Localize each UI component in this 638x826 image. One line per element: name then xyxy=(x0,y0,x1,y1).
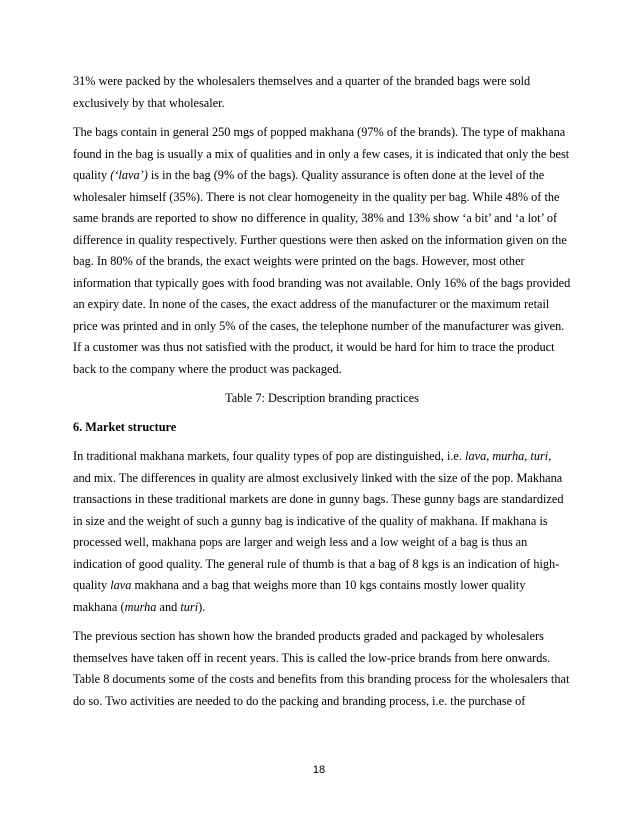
page-body xyxy=(73,71,571,720)
italic-term-murha: murha xyxy=(124,599,157,614)
italic-term-turi: turi xyxy=(180,599,199,614)
table-caption: Table 7: Description branding practices xyxy=(225,391,419,405)
paragraph-continuation: 31% were packed by the wholesalers themselves and a quarter of the branded bags were sold exclusively by that wholesaler. xyxy=(73,74,531,110)
italic-term-lava: lava xyxy=(465,449,487,463)
italic-term-lava: (‘lava’) xyxy=(110,168,148,182)
italic-term-lava: lava xyxy=(110,578,132,592)
paragraph-bag-contents: The bags contain in general 250 mgs of popped makhana (97% of the brands). The type of makhana found in the bag is usually a mix of qualities and in only a few cases, it is indicated that only the best quality (‘lava’) is in the bag (9% of the bags). Quality assurance is often done at the level of the wholesaler himself (35%). There is not clear homogeneity in the quality per bag. While 48% of the same brands are reported to show no difference in quality, 38% and 13% show ‘a bit’ and ‘a lot’ of difference in quality respectively. Further questions were then asked on the information given on the bag. In 80% of the brands, the exact weights were printed on the bags. However, most other information that typically goes with food branding was not available. Only 16% of the bags provided an expiry date. In none of the cases, the exact address of the manufacturer or the maximum retail price was printed and in only 5% of the cases, the telephone number of the manufacturer was given. If a customer was thus not satisfied with the product, it would be hard for him to trace the product back to the company where the product was packaged. xyxy=(73,125,571,376)
page-number: 18 xyxy=(312,764,326,776)
paragraph-traditional-markets: In traditional makhana markets, four quality types of pop are distinguished, i.e. lava, murha, turi, and mix. The differences in quality are almost exclusively linked with the size of the pop. Makhana transactions in these traditional markets are done in gunny bags. These gunny bags are standardized in size and the weight of such a gunny bag is indicative of the quality of makhana. If makhana is processed well, makhana pops are larger and weigh less and a low weight of a bag is thus an indication of good quality. The general rule of thumb is that a bag of 8 kgs is an indication of high-quality lava makhana and a bag that weighs more than 10 kgs contains mostly lower quality makhana (murha and turi). xyxy=(73,449,564,614)
paragraph-previous-section: The previous section has shown how the branded products graded and packaged by wholesalers themselves have taken off in recent years. This is called the low-price brands from here onwards. Table 8 documents some of the costs and benefits from this branding process for the wholesalers that do so. Two activities are needed to do the packing and branding process, i.e. the purchase of xyxy=(73,629,570,708)
italic-term-murha-turi: murha, turi xyxy=(492,449,549,463)
section-heading: 6. Market structure xyxy=(73,419,177,434)
